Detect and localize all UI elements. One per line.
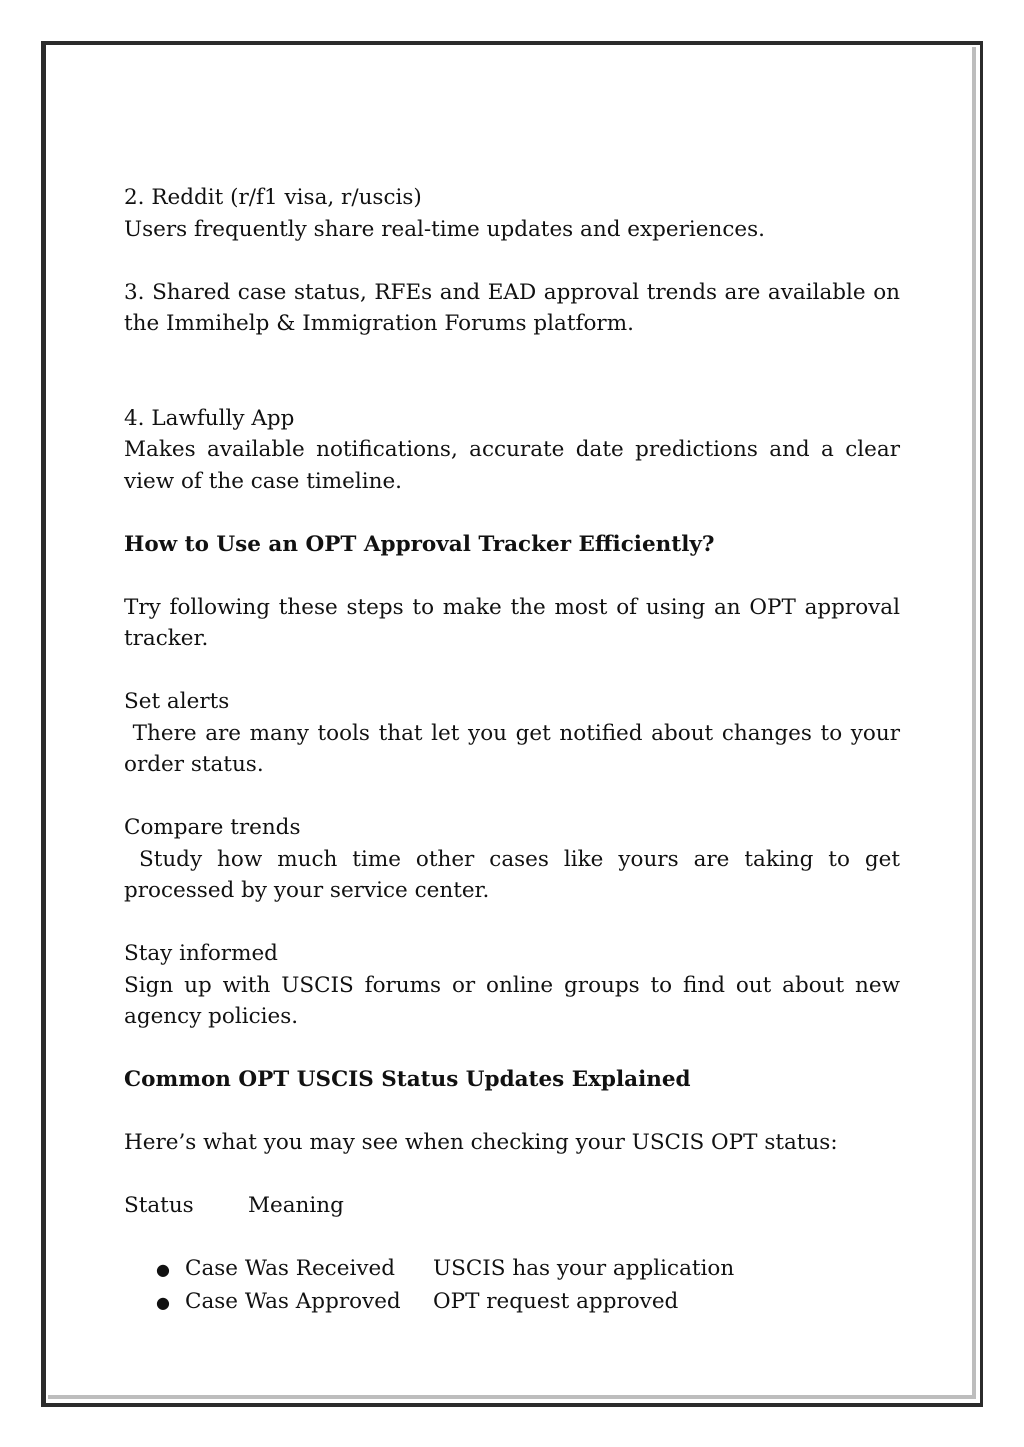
meaning-column-header: Meaning bbox=[248, 1193, 344, 1218]
spacer bbox=[124, 1222, 900, 1254]
list-item bbox=[124, 1253, 900, 1286]
meaning-value: OPT request approved bbox=[433, 1288, 679, 1314]
document-body bbox=[124, 182, 907, 1318]
spacer bbox=[124, 655, 900, 687]
spacer bbox=[124, 245, 900, 277]
step-text: Sign up with USCIS forums or online groups to find out about new agency policies. bbox=[124, 972, 900, 1029]
tracker-intro: Try following these steps to make the most of using an OPT approval tracker. bbox=[124, 594, 900, 651]
lawfully-text: Makes available notifications, accurate date predictions and a clear view of the case timeline. bbox=[124, 437, 900, 494]
spacer bbox=[124, 1159, 900, 1191]
meaning-value: USCIS has your application bbox=[433, 1256, 735, 1281]
status-intro: Here’s what you may see when checking your USCIS OPT status: bbox=[124, 1130, 838, 1155]
spacer bbox=[124, 340, 900, 403]
reddit-title: 2. Reddit (r/f1 visa, r/uscis) bbox=[124, 185, 422, 210]
reddit-text: Users frequently share real-time updates and experiences. bbox=[124, 216, 765, 242]
status-value: Case Was Approved bbox=[185, 1288, 401, 1314]
list-item bbox=[124, 1286, 900, 1319]
step-title: Compare trends bbox=[124, 815, 301, 840]
status-column-header: Status bbox=[124, 1193, 194, 1218]
step-text: Study how much time other cases like yours are taking to get processed by your service center. bbox=[124, 846, 907, 903]
spacer bbox=[124, 497, 900, 529]
status-value: Case Was Received bbox=[185, 1256, 395, 1281]
spacer bbox=[124, 1033, 900, 1065]
status-list bbox=[124, 1253, 900, 1318]
status-table-header bbox=[124, 1190, 900, 1222]
step-title: Stay informed bbox=[124, 941, 278, 966]
spacer bbox=[124, 560, 900, 592]
bullet-icon: ● bbox=[156, 1260, 170, 1279]
spacer bbox=[124, 907, 900, 939]
bullet-icon: ● bbox=[156, 1292, 170, 1312]
lawfully-title: 4. Lawfully App bbox=[124, 405, 295, 431]
immihelp-text: 3. Shared case status, RFEs and EAD approval trends are available on the Immihelp & Immigration Forums platform. bbox=[124, 279, 900, 336]
spacer bbox=[124, 781, 900, 813]
status-heading: Common OPT USCIS Status Updates Explained bbox=[124, 1067, 691, 1092]
spacer bbox=[124, 1096, 900, 1128]
tracker-heading: How to Use an OPT Approval Tracker Efficiently? bbox=[124, 531, 715, 557]
step-title: Set alerts bbox=[124, 689, 230, 714]
step-text: There are many tools that let you get notified about changes to your order status. bbox=[124, 720, 907, 777]
